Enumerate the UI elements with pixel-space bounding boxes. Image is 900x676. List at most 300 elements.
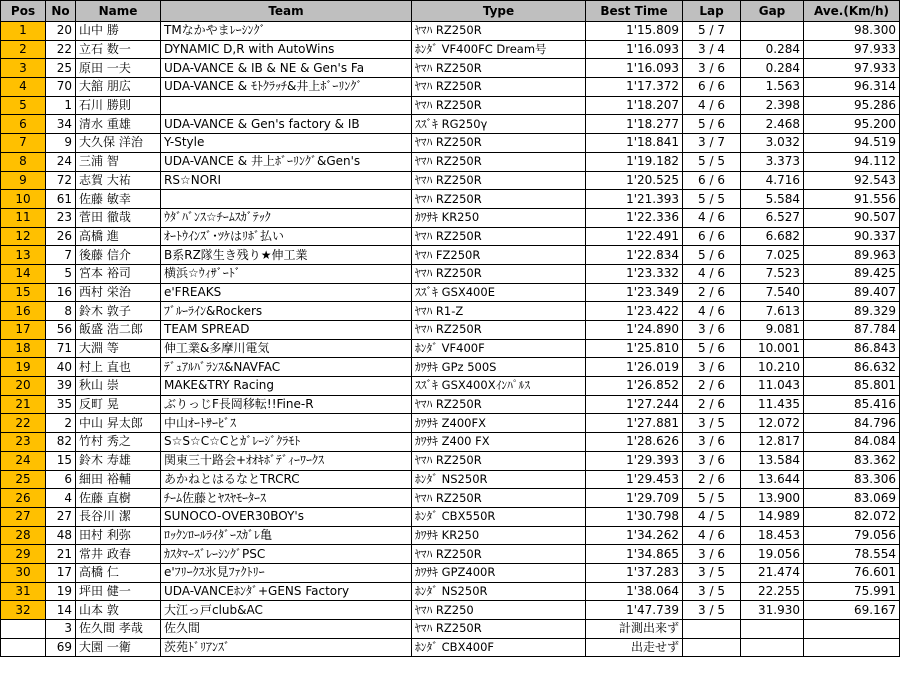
best-time-cell: 1'16.093 <box>586 40 683 59</box>
number-cell: 9 <box>46 134 76 153</box>
number-cell: 72 <box>46 171 76 190</box>
best-time-cell: 1'22.491 <box>586 227 683 246</box>
best-time-cell: 1'27.881 <box>586 414 683 433</box>
gap-cell: 4.716 <box>741 171 804 190</box>
rider-name-cell: 宮本 裕司 <box>76 264 161 283</box>
number-cell: 56 <box>46 321 76 340</box>
pos-cell: 31 <box>1 582 46 601</box>
table-row <box>1 302 900 321</box>
best-time-cell: 1'22.336 <box>586 208 683 227</box>
gap-cell: 12.072 <box>741 414 804 433</box>
lap-cell: 3 / 4 <box>683 40 741 59</box>
lap-cell: 4 / 6 <box>683 96 741 115</box>
number-cell: 35 <box>46 395 76 414</box>
machine-type-cell: ﾔﾏﾊ RZ250R <box>412 134 586 153</box>
rider-name-cell: 佐藤 直樹 <box>76 489 161 508</box>
number-cell: 20 <box>46 22 76 41</box>
header-team: Team <box>161 1 412 22</box>
pos-cell: 16 <box>1 302 46 321</box>
team-cell: 茨苑ﾄﾞﾘｱﾝｽﾞ <box>161 638 412 657</box>
number-cell: 24 <box>46 152 76 171</box>
table-row <box>1 96 900 115</box>
gap-cell: 13.900 <box>741 489 804 508</box>
table-row <box>1 321 900 340</box>
rider-name-cell: 坪田 健一 <box>76 582 161 601</box>
number-cell: 6 <box>46 470 76 489</box>
rider-name-cell: 高橋 進 <box>76 227 161 246</box>
rider-name-cell: 村上 直也 <box>76 358 161 377</box>
table-row <box>1 563 900 582</box>
table-row <box>1 59 900 78</box>
average-speed-cell: 69.167 <box>804 601 900 620</box>
best-time-cell: 1'21.393 <box>586 190 683 209</box>
rider-name-cell: 西村 栄治 <box>76 283 161 302</box>
rider-name-cell: 志賀 大祐 <box>76 171 161 190</box>
average-speed-cell: 82.072 <box>804 507 900 526</box>
gap-cell: 14.989 <box>741 507 804 526</box>
machine-type-cell: ﾔﾏﾊ RZ250R <box>412 451 586 470</box>
results-body <box>1 22 900 657</box>
machine-type-cell: ｽｽﾞｷ GSX400Xｲﾝﾊﾟﾙｽ <box>412 377 586 396</box>
number-cell: 3 <box>46 620 76 639</box>
pos-cell: 19 <box>1 358 46 377</box>
gap-cell <box>741 620 804 639</box>
number-cell: 2 <box>46 414 76 433</box>
table-row <box>1 377 900 396</box>
rider-name-cell: 鈴木 寿雄 <box>76 451 161 470</box>
machine-type-cell: ﾔﾏﾊ RZ250 <box>412 601 586 620</box>
pos-cell: 1 <box>1 22 46 41</box>
table-row <box>1 620 900 639</box>
number-cell: 34 <box>46 115 76 134</box>
pos-cell: 2 <box>1 40 46 59</box>
average-speed-cell: 78.554 <box>804 545 900 564</box>
machine-type-cell: ﾔﾏﾊ RZ250R <box>412 59 586 78</box>
rider-name-cell: 田村 利弥 <box>76 526 161 545</box>
best-time-cell: 1'29.709 <box>586 489 683 508</box>
gap-cell: 21.474 <box>741 563 804 582</box>
machine-type-cell: ﾔﾏﾊ RZ250R <box>412 620 586 639</box>
number-cell: 17 <box>46 563 76 582</box>
pos-cell: 9 <box>1 171 46 190</box>
table-row <box>1 451 900 470</box>
rider-name-cell: 山本 敦 <box>76 601 161 620</box>
rider-name-cell: 菅田 徹哉 <box>76 208 161 227</box>
gap-cell: 3.032 <box>741 134 804 153</box>
average-speed-cell: 90.507 <box>804 208 900 227</box>
table-row <box>1 40 900 59</box>
best-time-cell: 1'27.244 <box>586 395 683 414</box>
gap-cell: 7.025 <box>741 246 804 265</box>
gap-cell <box>741 638 804 657</box>
machine-type-cell: ﾔﾏﾊ RZ250R <box>412 96 586 115</box>
number-cell: 8 <box>46 302 76 321</box>
gap-cell: 2.398 <box>741 96 804 115</box>
gap-cell: 9.081 <box>741 321 804 340</box>
gap-cell: 7.523 <box>741 264 804 283</box>
pos-cell: 4 <box>1 78 46 97</box>
pos-cell: 13 <box>1 246 46 265</box>
machine-type-cell: ﾔﾏﾊ RZ250R <box>412 395 586 414</box>
team-cell: S☆S☆C☆Cとｶﾞﾚｰｼﾞｸﾗﾓﾄ <box>161 433 412 452</box>
best-time-cell: 1'17.372 <box>586 78 683 97</box>
lap-cell: 4 / 6 <box>683 526 741 545</box>
machine-type-cell: ﾔﾏﾊ RZ250R <box>412 190 586 209</box>
lap-cell: 3 / 5 <box>683 563 741 582</box>
rider-name-cell: 大久保 洋治 <box>76 134 161 153</box>
machine-type-cell: ｶﾜｻｷ Z400FX <box>412 414 586 433</box>
lap-cell: 3 / 6 <box>683 451 741 470</box>
team-cell: ｳﾀﾞﾊﾞﾝｽ☆ﾁｰﾑｽｶﾞﾃｯｸ <box>161 208 412 227</box>
team-cell: UDA-VANCE & ﾓﾄｸﾗｯﾁ&井上ﾎﾞｰﾘﾝｸﾞ <box>161 78 412 97</box>
lap-cell: 5 / 6 <box>683 115 741 134</box>
table-row <box>1 601 900 620</box>
pos-cell: 11 <box>1 208 46 227</box>
average-speed-cell <box>804 620 900 639</box>
table-row <box>1 171 900 190</box>
number-cell: 71 <box>46 339 76 358</box>
number-cell: 4 <box>46 489 76 508</box>
table-row <box>1 115 900 134</box>
team-cell: RS☆NORI <box>161 171 412 190</box>
best-time-cell: 1'26.852 <box>586 377 683 396</box>
average-speed-cell: 95.200 <box>804 115 900 134</box>
header-gap: Gap <box>741 1 804 22</box>
table-row <box>1 526 900 545</box>
average-speed-cell: 83.362 <box>804 451 900 470</box>
lap-cell: 6 / 6 <box>683 171 741 190</box>
machine-type-cell: ﾔﾏﾊ RZ250R <box>412 22 586 41</box>
machine-type-cell: ﾔﾏﾊ RZ250R <box>412 171 586 190</box>
pos-cell: 27 <box>1 507 46 526</box>
lap-cell: 3 / 6 <box>683 358 741 377</box>
average-speed-cell: 91.556 <box>804 190 900 209</box>
machine-type-cell: ｽｽﾞｷ RG250γ <box>412 115 586 134</box>
average-speed-cell: 94.519 <box>804 134 900 153</box>
rider-name-cell: 後藤 信介 <box>76 246 161 265</box>
number-cell: 1 <box>46 96 76 115</box>
lap-cell: 5 / 7 <box>683 22 741 41</box>
team-cell: 佐久間 <box>161 620 412 639</box>
gap-cell: 6.682 <box>741 227 804 246</box>
team-cell: Y-Style <box>161 134 412 153</box>
best-time-cell: 1'38.064 <box>586 582 683 601</box>
best-time-cell: 出走せず <box>586 638 683 657</box>
pos-cell: 7 <box>1 134 46 153</box>
machine-type-cell: ﾎﾝﾀﾞ NS250R <box>412 582 586 601</box>
gap-cell: 7.540 <box>741 283 804 302</box>
pos-cell: 20 <box>1 377 46 396</box>
gap-cell: 10.001 <box>741 339 804 358</box>
team-cell: ﾌﾞﾙｰﾗｲﾝ&Rockers <box>161 302 412 321</box>
machine-type-cell: ﾔﾏﾊ R1-Z <box>412 302 586 321</box>
lap-cell: 3 / 6 <box>683 545 741 564</box>
average-speed-cell: 87.784 <box>804 321 900 340</box>
machine-type-cell: ﾎﾝﾀﾞ VF400FC Dream号 <box>412 40 586 59</box>
lap-cell: 5 / 6 <box>683 246 741 265</box>
average-speed-cell: 94.112 <box>804 152 900 171</box>
lap-cell: 5 / 6 <box>683 339 741 358</box>
team-cell: e'ﾌﾘｰｸｽ氷見ﾌｧｸﾄﾘｰ <box>161 563 412 582</box>
number-cell: 26 <box>46 227 76 246</box>
pos-cell: 8 <box>1 152 46 171</box>
rider-name-cell: 常井 政春 <box>76 545 161 564</box>
rider-name-cell: 秋山 崇 <box>76 377 161 396</box>
number-cell: 61 <box>46 190 76 209</box>
rider-name-cell: 高橋 仁 <box>76 563 161 582</box>
table-row <box>1 395 900 414</box>
team-cell: ﾃﾞｭｱﾙﾊﾞﾗﾝｽ&NAVFAC <box>161 358 412 377</box>
team-cell: 関東三十路会+ｵｵｷﾎﾞﾃﾞｨｰﾜｰｸｽ <box>161 451 412 470</box>
team-cell: SUNOCO-OVER30BOY's <box>161 507 412 526</box>
rider-name-cell: 佐久間 孝哉 <box>76 620 161 639</box>
lap-cell: 3 / 6 <box>683 433 741 452</box>
header-name: Name <box>76 1 161 22</box>
number-cell: 70 <box>46 78 76 97</box>
average-speed-cell: 86.843 <box>804 339 900 358</box>
machine-type-cell: ｶﾜｻｷ KR250 <box>412 526 586 545</box>
team-cell: MAKE&TRY Racing <box>161 377 412 396</box>
average-speed-cell: 83.069 <box>804 489 900 508</box>
table-row <box>1 264 900 283</box>
table-row <box>1 208 900 227</box>
team-cell: 伸工業&多摩川電気 <box>161 339 412 358</box>
rider-name-cell: 立石 数一 <box>76 40 161 59</box>
team-cell: 横浜☆ｳｨｻﾞｰﾄﾞ <box>161 264 412 283</box>
number-cell: 14 <box>46 601 76 620</box>
average-speed-cell: 92.543 <box>804 171 900 190</box>
pos-cell: 32 <box>1 601 46 620</box>
pos-cell: 15 <box>1 283 46 302</box>
lap-cell: 3 / 5 <box>683 601 741 620</box>
team-cell: UDA-VANCE & Gen's factory & IB <box>161 115 412 134</box>
lap-cell: 4 / 6 <box>683 208 741 227</box>
number-cell: 69 <box>46 638 76 657</box>
machine-type-cell: ﾎﾝﾀﾞ CBX400F <box>412 638 586 657</box>
table-row <box>1 582 900 601</box>
lap-cell: 4 / 5 <box>683 507 741 526</box>
best-time-cell: 1'23.349 <box>586 283 683 302</box>
pos-cell: 10 <box>1 190 46 209</box>
team-cell <box>161 96 412 115</box>
number-cell: 48 <box>46 526 76 545</box>
table-row <box>1 489 900 508</box>
average-speed-cell: 89.329 <box>804 302 900 321</box>
lap-cell: 5 / 5 <box>683 190 741 209</box>
header-pos: Pos <box>1 1 46 22</box>
best-time-cell: 1'16.093 <box>586 59 683 78</box>
table-row <box>1 246 900 265</box>
best-time-cell: 1'30.798 <box>586 507 683 526</box>
lap-cell: 3 / 6 <box>683 321 741 340</box>
table-row <box>1 339 900 358</box>
machine-type-cell: ﾔﾏﾊ RZ250R <box>412 264 586 283</box>
best-time-cell: 1'37.283 <box>586 563 683 582</box>
best-time-cell: 1'19.182 <box>586 152 683 171</box>
rider-name-cell: 長谷川 潔 <box>76 507 161 526</box>
team-cell: TMなかやまﾚｰｼﾝｸﾞ <box>161 22 412 41</box>
machine-type-cell: ｶﾜｻｷ GPz 500S <box>412 358 586 377</box>
average-speed-cell: 83.306 <box>804 470 900 489</box>
lap-cell: 2 / 6 <box>683 470 741 489</box>
best-time-cell: 1'34.865 <box>586 545 683 564</box>
lap-cell: 3 / 6 <box>683 59 741 78</box>
best-time-cell: 1'25.810 <box>586 339 683 358</box>
machine-type-cell: ﾔﾏﾊ RZ250R <box>412 78 586 97</box>
team-cell: ｵｰﾄｳｲﾝｽﾞ･ﾂｹはﾘﾎﾞ払い <box>161 227 412 246</box>
best-time-cell: 1'26.019 <box>586 358 683 377</box>
machine-type-cell: ﾔﾏﾊ FZ250R <box>412 246 586 265</box>
machine-type-cell: ﾔﾏﾊ RZ250R <box>412 227 586 246</box>
gap-cell: 18.453 <box>741 526 804 545</box>
machine-type-cell: ｶﾜｻｷ GPZ400R <box>412 563 586 582</box>
lap-cell <box>683 620 741 639</box>
table-row <box>1 433 900 452</box>
pos-cell: 22 <box>1 414 46 433</box>
header-type: Type <box>412 1 586 22</box>
rider-name-cell: 山中 勝 <box>76 22 161 41</box>
number-cell: 19 <box>46 582 76 601</box>
header-best-time: Best Time <box>586 1 683 22</box>
machine-type-cell: ｶﾜｻｷ Z400 FX <box>412 433 586 452</box>
best-time-cell: 1'22.834 <box>586 246 683 265</box>
machine-type-cell: ｶﾜｻｷ KR250 <box>412 208 586 227</box>
best-time-cell: 1'20.525 <box>586 171 683 190</box>
average-speed-cell: 89.963 <box>804 246 900 265</box>
rider-name-cell: 鈴木 敦子 <box>76 302 161 321</box>
rider-name-cell: 竹村 秀之 <box>76 433 161 452</box>
best-time-cell: 1'18.841 <box>586 134 683 153</box>
average-speed-cell: 84.796 <box>804 414 900 433</box>
gap-cell: 0.284 <box>741 40 804 59</box>
number-cell: 40 <box>46 358 76 377</box>
best-time-cell: 1'18.207 <box>586 96 683 115</box>
team-cell: ぶりっじF長岡移転!!Fine-R <box>161 395 412 414</box>
number-cell: 7 <box>46 246 76 265</box>
header-ave: Ave.(Km/h) <box>804 1 900 22</box>
pos-cell: 29 <box>1 545 46 564</box>
pos-cell: 23 <box>1 433 46 452</box>
average-speed-cell: 97.933 <box>804 59 900 78</box>
team-cell: TEAM SPREAD <box>161 321 412 340</box>
pos-cell: 21 <box>1 395 46 414</box>
number-cell: 16 <box>46 283 76 302</box>
number-cell: 5 <box>46 264 76 283</box>
table-row <box>1 358 900 377</box>
pos-cell: 6 <box>1 115 46 134</box>
team-cell: UDA-VANCE & IB & NE & Gen's Fa <box>161 59 412 78</box>
pos-cell: 3 <box>1 59 46 78</box>
number-cell: 82 <box>46 433 76 452</box>
table-row <box>1 227 900 246</box>
table-row <box>1 152 900 171</box>
gap-cell: 2.468 <box>741 115 804 134</box>
lap-cell: 3 / 5 <box>683 582 741 601</box>
rider-name-cell: 佐藤 敏幸 <box>76 190 161 209</box>
pos-cell <box>1 638 46 657</box>
rider-name-cell: 清水 重雄 <box>76 115 161 134</box>
header-lap: Lap <box>683 1 741 22</box>
pos-cell: 17 <box>1 321 46 340</box>
machine-type-cell: ﾎﾝﾀﾞ VF400F <box>412 339 586 358</box>
rider-name-cell: 大舘 朋広 <box>76 78 161 97</box>
team-cell: B系RZ隊生き残り★伸工業 <box>161 246 412 265</box>
number-cell: 39 <box>46 377 76 396</box>
average-speed-cell: 90.337 <box>804 227 900 246</box>
table-row <box>1 507 900 526</box>
lap-cell: 3 / 7 <box>683 134 741 153</box>
best-time-cell: 1'28.626 <box>586 433 683 452</box>
gap-cell: 13.644 <box>741 470 804 489</box>
average-speed-cell: 85.801 <box>804 377 900 396</box>
table-row <box>1 283 900 302</box>
gap-cell: 6.527 <box>741 208 804 227</box>
gap-cell: 5.584 <box>741 190 804 209</box>
team-cell: ﾛｯｸﾝﾛｰﾙﾗｲﾀﾞｰｽｶﾞﾚ亀 <box>161 526 412 545</box>
machine-type-cell: ｽｽﾞｷ GSX400E <box>412 283 586 302</box>
gap-cell: 13.584 <box>741 451 804 470</box>
best-time-cell: 1'29.393 <box>586 451 683 470</box>
team-cell: ｶｽﾀﾏｰｽﾞﾚｰｼﾝｸﾞPSC <box>161 545 412 564</box>
rider-name-cell: 細田 裕輔 <box>76 470 161 489</box>
gap-cell: 19.056 <box>741 545 804 564</box>
gap-cell: 22.255 <box>741 582 804 601</box>
lap-cell: 3 / 5 <box>683 414 741 433</box>
pos-cell: 28 <box>1 526 46 545</box>
lap-cell: 5 / 5 <box>683 152 741 171</box>
pos-cell: 24 <box>1 451 46 470</box>
pos-cell: 14 <box>1 264 46 283</box>
average-speed-cell: 79.056 <box>804 526 900 545</box>
pos-cell: 26 <box>1 489 46 508</box>
best-time-cell: 1'34.262 <box>586 526 683 545</box>
rider-name-cell: 飯盛 浩二郎 <box>76 321 161 340</box>
rider-name-cell: 石川 勝則 <box>76 96 161 115</box>
average-speed-cell: 85.416 <box>804 395 900 414</box>
average-speed-cell: 75.991 <box>804 582 900 601</box>
average-speed-cell <box>804 638 900 657</box>
machine-type-cell: ﾎﾝﾀﾞ CBX550R <box>412 507 586 526</box>
gap-cell: 1.563 <box>741 78 804 97</box>
table-row <box>1 190 900 209</box>
table-row <box>1 638 900 657</box>
rider-name-cell: 大淵 等 <box>76 339 161 358</box>
team-cell: e'FREAKS <box>161 283 412 302</box>
pos-cell: 18 <box>1 339 46 358</box>
table-row <box>1 134 900 153</box>
rider-name-cell: 三浦 智 <box>76 152 161 171</box>
best-time-cell: 1'18.277 <box>586 115 683 134</box>
gap-cell: 31.930 <box>741 601 804 620</box>
table-row <box>1 545 900 564</box>
lap-cell <box>683 638 741 657</box>
machine-type-cell: ﾔﾏﾊ RZ250R <box>412 489 586 508</box>
rider-name-cell: 原田 一夫 <box>76 59 161 78</box>
lap-cell: 2 / 6 <box>683 283 741 302</box>
pos-cell: 25 <box>1 470 46 489</box>
average-speed-cell: 84.084 <box>804 433 900 452</box>
rider-name-cell: 大園 一衛 <box>76 638 161 657</box>
average-speed-cell: 89.425 <box>804 264 900 283</box>
team-cell: ﾁｰﾑ佐藤とﾔｽﾔﾓｰﾀｰｽ <box>161 489 412 508</box>
machine-type-cell: ﾎﾝﾀﾞ NS250R <box>412 470 586 489</box>
lap-cell: 2 / 6 <box>683 395 741 414</box>
team-cell: 中山ｵｰﾄｻｰﾋﾞｽ <box>161 414 412 433</box>
best-time-cell: 1'24.890 <box>586 321 683 340</box>
average-speed-cell: 76.601 <box>804 563 900 582</box>
average-speed-cell: 95.286 <box>804 96 900 115</box>
best-time-cell: 1'23.332 <box>586 264 683 283</box>
